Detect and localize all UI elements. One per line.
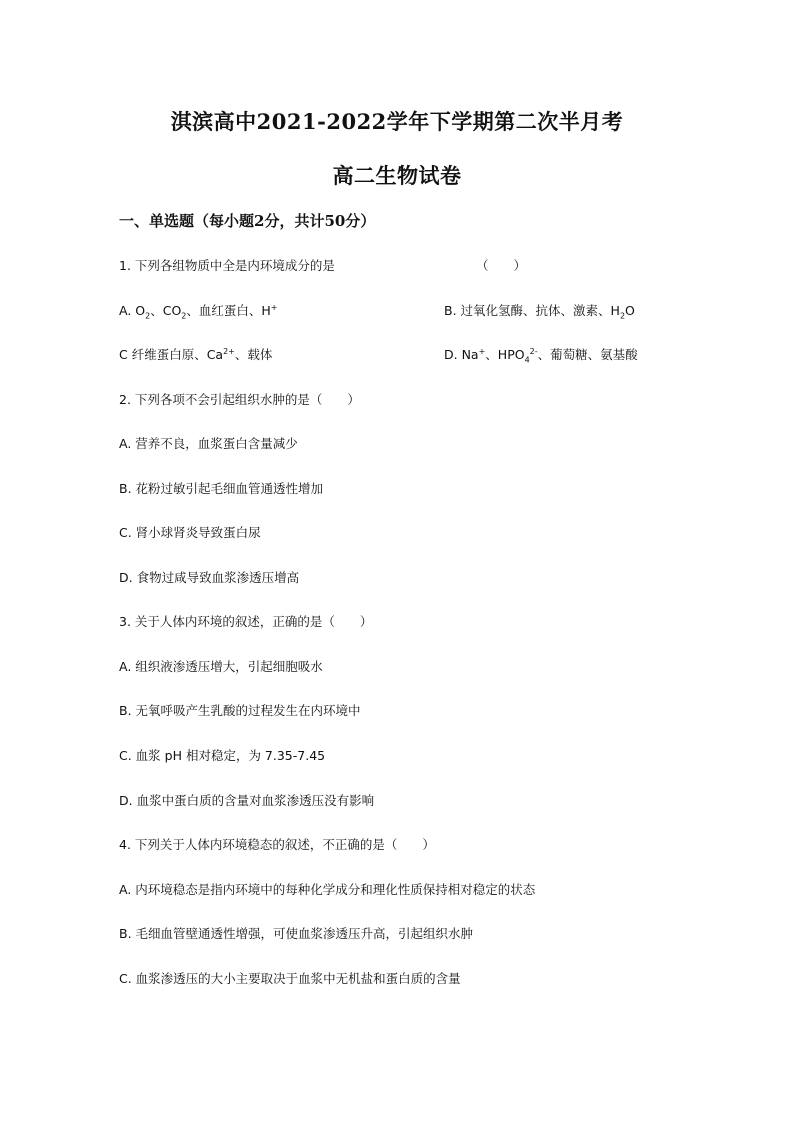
exam-subtitle: 高二生物试卷: [332, 163, 462, 188]
question-3-stem: 3. 关于人体内环境的叙述，正确的是（ ）: [119, 614, 373, 629]
question-1-option-a: A. $O_2$、$CO_2$、血红蛋白、H+: [119, 302, 278, 321]
question-1-blank: （ ）: [476, 258, 527, 273]
question-4-option-c: C. 血浆渗透压的大小主要取决于血浆中无机盐和蛋白质的含量: [119, 971, 461, 986]
question-1-stem: 1. 下列各组物质中全是内环境成分的是: [119, 258, 335, 273]
question-1-option-d: D. Na+、$HPO_4^{2-}$、葡萄糖、氨基酸: [444, 346, 638, 365]
question-3-option-b: B. 无氧呼吸产生乳酸的过程发生在内环境中: [119, 703, 361, 718]
question-3-option-d: D. 血浆中蛋白质的含量对血浆渗透压没有影响: [119, 793, 375, 808]
question-3-option-a: A. 组织液渗透压增大，引起细胞吸水: [119, 659, 323, 674]
question-3-option-c: C. 血浆 pH 相对稳定，为 7.35-7.45: [119, 748, 326, 763]
question-2-option-c: C. 肾小球肾炎导致蛋白尿: [119, 525, 261, 540]
question-2-stem: 2. 下列各项不会引起组织水肿的是（ ）: [119, 392, 360, 407]
question-4-option-a: A. 内环境稳态是指内环境中的每种化学成分和理化性质保持相对稳定的状态: [119, 882, 536, 897]
exam-title: 淇滨高中2021-2022学年下学期第二次半月考: [170, 109, 624, 134]
question-2-option-a: A. 营养不良，血浆蛋白含量减少: [119, 436, 298, 451]
question-2-option-d: D. 食物过咸导致血浆渗透压增高: [119, 570, 300, 585]
question-1-option-b: B. 过氧化氢酶、抗体、激素、$H_2O$: [444, 303, 635, 321]
question-4-option-b: B. 毛细血管壁通透性增强，可使血浆渗透压升高，引起组织水肿: [119, 926, 474, 941]
question-2-option-b: B. 花粉过敏引起毛细血管通透性增加: [119, 481, 324, 496]
question-1-option-c: C 纤维蛋白原、$Ca^{2+}$、载体: [119, 346, 273, 362]
section-heading: 一、单选题（每小题2分，共计50分）: [119, 212, 376, 230]
question-4-stem: 4. 下列关于人体内环境稳态的叙述，不正确的是（ ）: [119, 837, 435, 852]
